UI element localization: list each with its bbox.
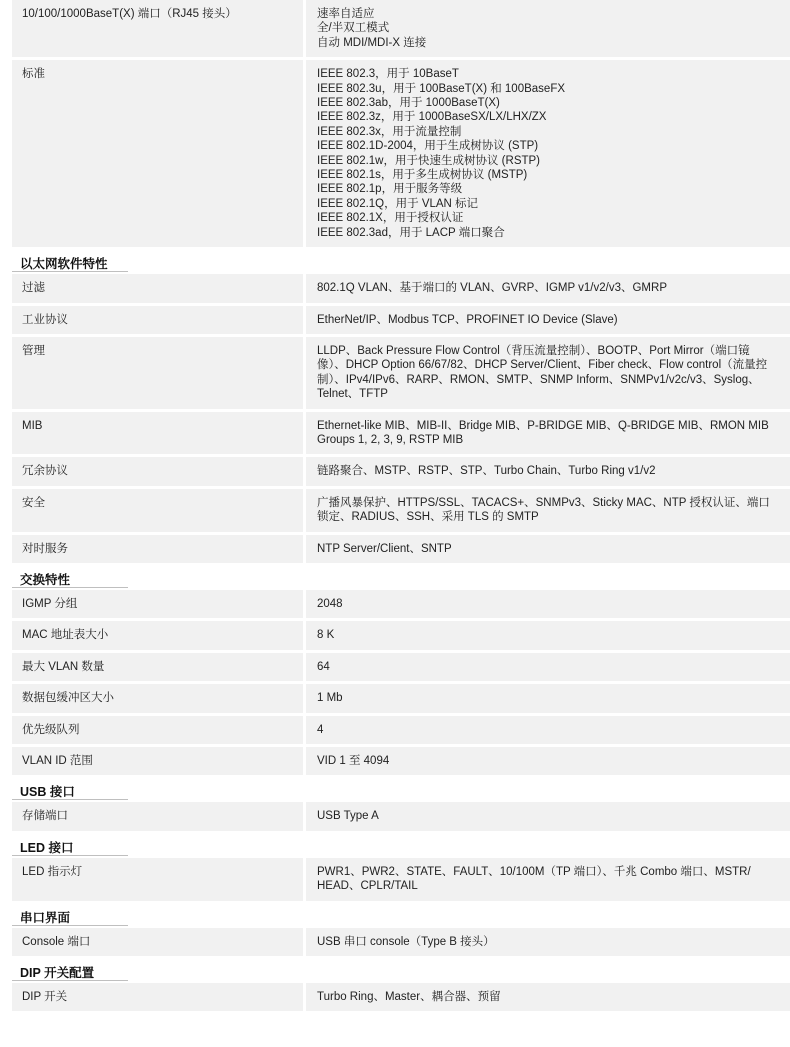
spec-value-line: Telnet、TFTP [317, 388, 388, 401]
spec-label: 数据包缓冲区大小 [12, 684, 303, 712]
spec-label: MIB [12, 412, 303, 455]
spec-label: 对时服务 [12, 535, 303, 563]
spec-row [12, 747, 790, 776]
spec-value [306, 747, 790, 775]
spec-value [306, 337, 790, 409]
spec-label: 10/100/1000BaseT(X) 端口（RJ45 接头） [12, 0, 303, 57]
spec-value-line: HEAD、CPLR/TAIL [317, 880, 418, 893]
section-title: 串口界面 [20, 910, 71, 925]
spec-value-line: 广播风暴保护、HTTPS/SSL、TACACS+、SNMPv3、Sticky MAC、NTP 授权认证、端口 [317, 496, 770, 509]
spec-value-line: EtherNet/IP、Modbus TCP、PROFINET IO Device (Slave) [317, 313, 618, 326]
spec-value-line: Turbo Ring、Master、耦合器、预留 [317, 991, 501, 1004]
spec-value-line: 速率自适应 [317, 8, 375, 20]
spec-value-line: 制）、IPv4/IPv6、RARP、RMON、SMTP、SNMP Inform、SNMPv1/v2c/v3、Syslog、 [317, 373, 760, 386]
spec-row [12, 535, 790, 564]
spec-label: 冗余协议 [12, 457, 303, 485]
section-header [12, 780, 790, 800]
spec-value-line: IEEE 802.3，用于 10BaseT [317, 68, 459, 81]
spec-value [306, 653, 790, 681]
spec-value [306, 621, 790, 649]
section-title: DIP 开关配置 [20, 966, 95, 981]
spec-row [12, 716, 790, 745]
spec-value [306, 489, 790, 532]
spec-value [306, 60, 790, 247]
spec-row [12, 983, 790, 1012]
spec-value-line: PWR1、PWR2、STATE、FAULT、10/100M（TP 端口）、千兆 Combo 端口、MSTR/ [317, 865, 751, 878]
section-header [12, 568, 790, 588]
spec-value-line: USB Type A [317, 810, 379, 823]
section-underline [12, 980, 128, 981]
section-header [12, 961, 790, 981]
spec-value-line: IEEE 802.3z，用于 1000BaseSX/LX/LHX/ZX [317, 111, 547, 124]
section-underline [12, 925, 128, 926]
spec-row [12, 0, 790, 58]
spec-row [12, 306, 790, 335]
spec-value [306, 306, 790, 334]
spec-label: Console 端口 [12, 928, 303, 956]
spec-value-line: 802.1Q VLAN、基于端口的 VLAN、GVRP、IGMP v1/v2/v3、GMRP [317, 282, 667, 295]
spec-row [12, 653, 790, 682]
spec-value [306, 928, 790, 956]
spec-value-line: 64 [317, 660, 330, 673]
spec-value [306, 716, 790, 744]
spec-row [12, 412, 790, 456]
spec-value [306, 274, 790, 302]
spec-row [12, 457, 790, 486]
spec-row [12, 802, 790, 831]
spec-value-line: 1 Mb [317, 692, 343, 705]
spec-value-line: 8 K [317, 629, 335, 642]
section-title: 以太网软件特性 [20, 257, 108, 272]
spec-value-line: IEEE 802.1D-2004，用于生成树协议 (STP) [317, 140, 539, 153]
spec-row [12, 590, 790, 619]
spec-value-line: IEEE 802.1p，用于服务等级 [317, 183, 463, 196]
spec-label: 存储端口 [12, 802, 303, 830]
spec-value-line: USB 串口 console（Type B 接头） [317, 935, 495, 948]
spec-value-line: IEEE 802.1w，用于快速生成树协议 (RSTP) [317, 154, 541, 167]
spec-value-line: IEEE 802.3ab，用于 1000BaseT(X) [317, 97, 500, 110]
spec-value [306, 0, 790, 57]
spec-value [306, 590, 790, 618]
spec-row [12, 274, 790, 303]
spec-row [12, 60, 790, 248]
spec-value-line: Groups 1, 2, 3, 9, RSTP MIB [317, 433, 464, 446]
spec-value-line: VID 1 至 4094 [317, 755, 390, 767]
spec-value [306, 684, 790, 712]
spec-value-line: 像）、DHCP Option 66/67/82、DHCP Server/Client、Fiber check、Flow control（流量控 [317, 359, 768, 372]
spec-value-line: 锁定、RADIUS、SSH、采用 TLS 的 SMTP [317, 511, 539, 524]
spec-value [306, 412, 790, 455]
spec-value-line: NTP Server/Client、SNTP [317, 542, 452, 555]
spec-label: 安全 [12, 489, 303, 532]
section-header [12, 906, 790, 926]
spec-row [12, 337, 790, 410]
spec-value [306, 457, 790, 485]
spec-row [12, 684, 790, 713]
section-header [12, 836, 790, 856]
spec-row [12, 928, 790, 957]
spec-row [12, 858, 790, 902]
spec-value [306, 802, 790, 830]
spec-value-line: IEEE 802.1X，用于授权认证 [317, 212, 464, 225]
spec-value [306, 858, 790, 901]
section-header [12, 252, 790, 272]
spec-label: 优先级队列 [12, 716, 303, 744]
section-title: 交换特性 [20, 572, 71, 587]
spec-value-line: 2048 [317, 597, 343, 610]
spec-label: VLAN ID 范围 [12, 747, 303, 775]
spec-value [306, 983, 790, 1011]
spec-label: DIP 开关 [12, 983, 303, 1011]
spec-label: 管理 [12, 337, 303, 409]
section-underline [12, 271, 128, 272]
spec-label: 最大 VLAN 数量 [12, 653, 303, 681]
spec-row [12, 621, 790, 650]
section-underline [12, 587, 128, 588]
spec-value-line: LLDP、Back Pressure Flow Control（背压流量控制）、BOOTP、Port Mirror（端口镜 [317, 344, 750, 357]
spec-label: LED 指示灯 [12, 858, 303, 901]
spec-value-line: 自动 MDI/MDI-X 连接 [317, 36, 427, 49]
spec-label: 标准 [12, 60, 303, 247]
spec-value-line: IEEE 802.3ad，用于 LACP 端口聚合 [317, 226, 505, 239]
spec-label: IGMP 分组 [12, 590, 303, 618]
spec-value-line: 链路聚合、MSTP、RSTP、STP、Turbo Chain、Turbo Ring v1/v2 [317, 465, 656, 478]
section-underline [12, 799, 128, 800]
spec-value [306, 535, 790, 563]
spec-value-line: IEEE 802.3u，用于 100BaseT(X) 和 100BaseFX [317, 82, 566, 95]
spec-value-line: Ethernet-like MIB、MIB-II、Bridge MIB、P-BRIDGE MIB、Q-BRIDGE MIB、RMON MIB [317, 419, 769, 432]
spec-value-line: 4 [317, 723, 324, 736]
section-title: LED 接口 [20, 840, 74, 855]
spec-label: 过滤 [12, 274, 303, 302]
spec-value-line: IEEE 802.1Q，用于 VLAN 标记 [317, 197, 479, 210]
spec-row [12, 489, 790, 533]
spec-value-line: IEEE 802.3x，用于流量控制 [317, 125, 462, 138]
section-title: USB 接口 [20, 785, 75, 800]
spec-value-line: 全/半双工模式 [317, 22, 390, 35]
spec-value-line: IEEE 802.1s，用于多生成树协议 (MSTP) [317, 169, 528, 182]
spec-label: MAC 地址表大小 [12, 621, 303, 649]
spec-label: 工业协议 [12, 306, 303, 334]
spec-sheet [12, 0, 790, 1012]
section-underline [12, 855, 128, 856]
